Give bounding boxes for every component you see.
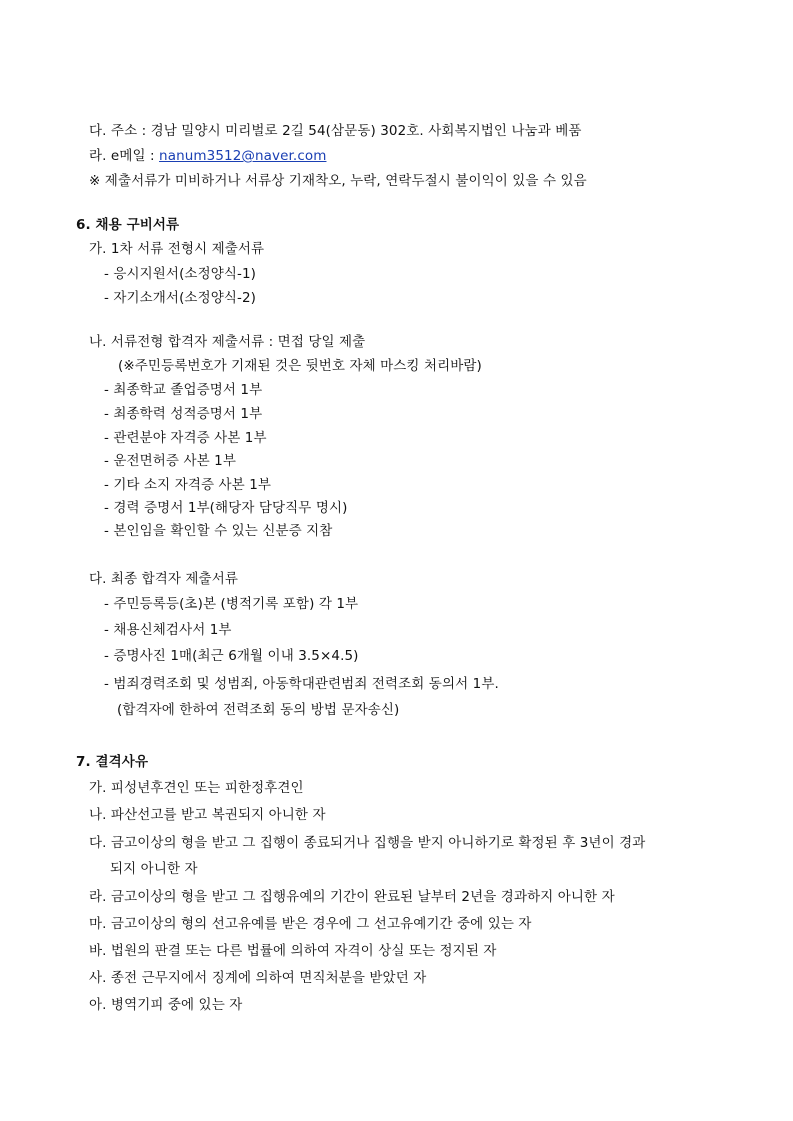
list-item: 라. 금고이상의 형을 받고 그 집행유예의 기간이 완료된 날부터 2년을 경과하지 아니한 자 — [89, 889, 615, 905]
section6-heading: 6. 채용 구비서류 — [76, 217, 180, 233]
list-item: - 채용신체검사서 1부 — [104, 622, 232, 638]
list-item: 가. 피성년후견인 또는 피한정후견인 — [89, 780, 304, 796]
address-line: 다. 주소 : 경남 밀양시 미리벌로 2길 54(삼문동) 302호. 사회복지법인 나눔과 베품 — [89, 123, 582, 139]
list-item: 바. 법원의 판결 또는 다른 법률에 의하여 자격이 상실 또는 정지된 자 — [89, 943, 497, 959]
section6-a-title: 가. 1차 서류 전형시 제출서류 — [89, 241, 265, 257]
notice-line: ※ 제출서류가 미비하거나 서류상 기재착오, 누락, 연락두절시 불이익이 있을 수 있음 — [89, 173, 587, 189]
email-label: 라. e메일 : — [89, 148, 160, 164]
list-item-continuation: 되지 아니한 자 — [110, 861, 198, 877]
section6-c-title: 다. 최종 합격자 제출서류 — [89, 571, 238, 587]
list-item: - 기타 소지 자격증 사본 1부 — [104, 477, 272, 493]
list-item: - 주민등록등(초)본 (병적기록 포함) 각 1부 — [104, 596, 359, 612]
list-item: - 응시지원서(소정양식-1) — [104, 266, 257, 282]
email-link[interactable]: nanum3512@naver.com — [159, 148, 327, 164]
list-item: - 최종학교 졸업증명서 1부 — [104, 382, 263, 398]
list-item: 마. 금고이상의 형의 선고유예를 받은 경우에 그 선고유예기간 중에 있는 자 — [89, 916, 532, 932]
section6-c-note: (합격자에 한하여 전력조회 동의 방법 문자송신) — [117, 702, 400, 718]
section6-b-title: 나. 서류전형 합격자 제출서류 : 면접 당일 제출 — [89, 334, 366, 350]
list-item: - 자기소개서(소정양식-2) — [104, 290, 257, 306]
section6-b-note: (※주민등록번호가 기재된 것은 뒷번호 자체 마스킹 처리바람) — [118, 358, 482, 374]
list-item: 사. 종전 근무지에서 징계에 의하여 면직처분을 받았던 자 — [89, 970, 427, 986]
list-item: - 최종학력 성적증명서 1부 — [104, 406, 263, 422]
list-item: - 본인임을 확인할 수 있는 신분증 지참 — [104, 523, 333, 539]
list-item: 다. 금고이상의 형을 받고 그 집행이 종료되거나 집행을 받지 아니하기로 확정된 후 3년이 경과 — [89, 835, 646, 851]
email-line — [89, 147, 326, 165]
list-item: 나. 파산선고를 받고 복권되지 아니한 자 — [89, 807, 326, 823]
list-item: - 운전면허증 사본 1부 — [104, 453, 236, 469]
list-item: - 증명사진 1매(최근 6개월 이내 3.5×4.5) — [104, 648, 359, 664]
list-item: - 관련분야 자격증 사본 1부 — [104, 430, 267, 446]
list-item: - 경력 증명서 1부(해당자 담당직무 명시) — [104, 500, 348, 516]
list-item: 아. 병역기피 중에 있는 자 — [89, 997, 243, 1013]
section7-heading: 7. 결격사유 — [76, 754, 149, 770]
list-item: - 범죄경력조회 및 성범죄, 아동학대관련범죄 전력조회 동의서 1부. — [104, 676, 499, 692]
